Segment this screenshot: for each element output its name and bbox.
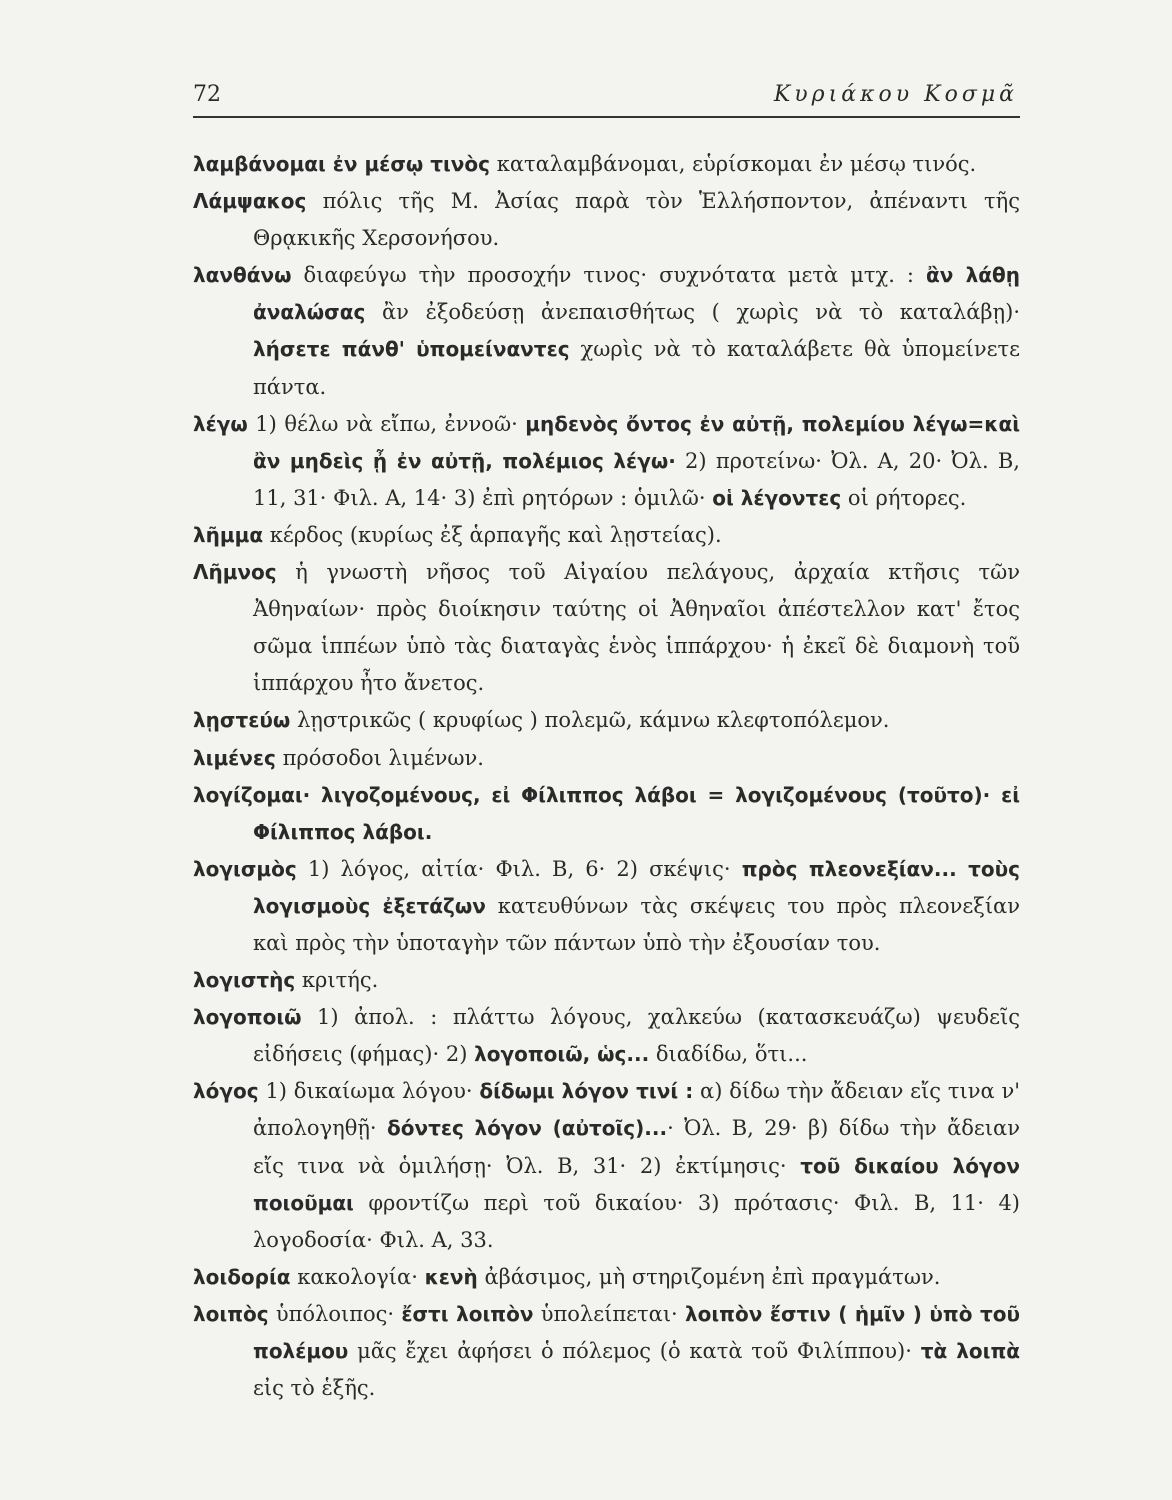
definition: ὑπολείπεται· xyxy=(533,1301,685,1326)
definition: ἀβάσιμος, μὴ στηριζομένη ἐπὶ πραγμάτων. xyxy=(477,1264,941,1289)
entry-limenes xyxy=(193,740,1020,777)
definition: 1) ἀπολ. : πλάττω λόγους, χαλκεύω (κατασκευάζω) ψευδεῖς εἰδήσεις (φήμας)· 2) xyxy=(253,1005,1020,1067)
headword: λαμβάνομαι ἐν μέσῳ τινὸς xyxy=(193,152,491,176)
entry-list xyxy=(193,146,1020,1407)
phrase: λοιπὸν ἔστιν ( ἡμῖν ) ὑπὸ τοῦ πολέμου xyxy=(253,1301,1020,1363)
headword: λογισμὸς xyxy=(193,856,297,881)
headword: λοιπὸς xyxy=(193,1301,269,1326)
headword: λογίζομαι· λιγοζομένους, εἰ Φίλιππος λάβοι = λογιζομένους (τοῦτο)· εἰ Φίλιππος λάβοι. xyxy=(193,782,1020,844)
definition: φροντίζω περὶ τοῦ δικαίου· 3) πρότασις· Φιλ. Β, 11· 4) λογοδοσία· Φιλ. Α, 33. xyxy=(253,1190,1020,1252)
phrase: οἱ λέγοντες xyxy=(712,485,842,510)
entry-lego xyxy=(193,406,1020,517)
definition: κριτής. xyxy=(295,968,379,993)
definition: χωρὶς νὰ τὸ καταλάβετε θὰ ὑπομείνετε πάντα. xyxy=(253,337,1020,399)
entry-lanthano xyxy=(193,257,1020,405)
headword: λιμένες xyxy=(193,745,276,770)
entry-lampsakos xyxy=(193,183,1020,257)
entry-loidoria xyxy=(193,1259,1020,1296)
definition: πόλις τῆς Μ. Ἀσίας παρὰ τὸν Ἑλλήσποντον, ἀπέναντι τῆς Θρᾳκικῆς Χερσονήσου. xyxy=(253,189,1020,251)
headword: λοιδορία xyxy=(193,1264,291,1289)
definition: 1) δικαίωμα λόγου· xyxy=(258,1079,480,1104)
definition: · Ὀλ. Β, 29· β) δίδω τὴν ἄδειαν εἴς τινα νὰ ὁμιλήσῃ· Ὀλ. Β, 31· 2) ἐκτίμησις· xyxy=(253,1116,1020,1178)
definition: κακολογία· xyxy=(290,1264,425,1289)
page-header xyxy=(193,82,1018,116)
entry-loipos xyxy=(193,1296,1020,1407)
definition: ἂν ἐξοδεύσῃ ἀνεπαισθήτως ( χωρὶς νὰ τὸ καταλάβῃ)· xyxy=(365,300,1020,325)
entry-logismos xyxy=(193,851,1020,962)
headword: Λάμψακος xyxy=(193,189,307,214)
definition: λῃστρικῶς ( κρυφίως ) πολεμῶ, κάμνω κλεφτοπόλεμον. xyxy=(290,708,890,733)
definition: οἱ ρήτορες. xyxy=(841,485,967,510)
header-rule xyxy=(193,116,1020,118)
entry-logistes xyxy=(193,962,1020,999)
definition: 1) λόγος, αἰτία· Φιλ. Β, 6· 2) σκέψις· xyxy=(296,856,742,881)
entry-lesteuo xyxy=(193,702,1020,739)
definition: εἰς τὸ ἑξῆς. xyxy=(253,1376,376,1401)
phrase: λήσετε πάνθ' ὑπομείναντες xyxy=(253,337,570,362)
phrase: πρὸς πλεονεξίαν... τοὺς λογισμοὺς ἐξετάζων xyxy=(253,856,1020,918)
phrase: μηδενὸς ὄντος ἐν αὐτῇ, πολεμίου λέγω=καὶ ἂν μηδεὶς ᾖ ἐν αὐτῇ, πολέμιος λέγω· xyxy=(253,411,1020,473)
phrase: ἔστι λοιπὸν xyxy=(401,1301,534,1326)
entry-lemnos xyxy=(193,554,1020,702)
phrase: κενὴ xyxy=(424,1264,478,1289)
definition: μᾶς ἔχει ἀφήσει ὁ πόλεμος (ὁ κατὰ τοῦ Φιλίππου)· xyxy=(348,1339,921,1363)
phrase: τοῦ δικαίου λόγον ποιοῦμαι xyxy=(253,1153,1020,1215)
definition: α) δίδω τὴν ἄδειαν εἴς τινα ν' ἀπολογηθῇ· xyxy=(253,1079,1020,1141)
headword: λῃστεύω xyxy=(193,708,291,733)
definition: 1) θέλω νὰ εἴπω, ἐννοῶ· xyxy=(247,411,526,436)
definition: πρόσοδοι λιμένων. xyxy=(275,745,484,770)
headword: Λῆμνος xyxy=(193,560,277,585)
definition: κέρδος (κυρίως ἐξ ἁρπαγῆς καὶ λῃστείας). xyxy=(263,522,722,547)
definition: καταλαμβάνομαι, εὑρίσκομαι ἐν μέσῳ τινός. xyxy=(490,152,977,176)
entry-logizomai xyxy=(193,777,1020,851)
definition: διαδίδω, ὅτι... xyxy=(649,1042,808,1067)
entry-lemma xyxy=(193,517,1020,554)
headword: λανθάνω xyxy=(193,263,292,288)
definition: διαφεύγω τὴν προσοχήν τινος· συχνότατα μετὰ μτχ. : xyxy=(291,263,926,288)
definition: 2) προτείνω· Ὀλ. Α, 20· Ὀλ. Β, 11, 31· Φιλ. Α, 14· 3) ἐπὶ ρητόρων : ὁμιλῶ· xyxy=(253,448,1020,510)
phrase: τὰ λοιπὰ xyxy=(920,1339,1021,1363)
phrase: δόντες λόγον (αὐτοῖς)... xyxy=(387,1116,668,1141)
definition: ἡ γνωστὴ νῆσος τοῦ Αἰγαίου πελάγους, ἀρχαία κτῆσις τῶν Ἀθηναίων· πρὸς διοίκησιν ταύτης οἱ Ἀθηναῖοι ἀπέστελλον κατ' ἔτος σῶμα ἱππέων ὑπὸ τὰς διαταγὰς ἑνὸς ἱππάρχου· ἡ ἐκεῖ δὲ διαμονὴ τοῦ ἱππάρχου ἦτο ἄνετος. xyxy=(253,560,1020,696)
entry-lambanomai xyxy=(193,146,1020,183)
definition: κατευθύνων τὰς σκέψεις του πρὸς πλεονεξίαν καὶ πρὸς τὴν ὑποταγὴν τῶν πάντων ὑπὸ τὴν ἐξουσίαν του. xyxy=(253,893,1021,955)
entry-logopoio xyxy=(193,999,1020,1073)
definition: ὑπόλοιπος· xyxy=(268,1301,402,1326)
headword: λῆμμα xyxy=(193,522,264,547)
entry-logos xyxy=(193,1073,1020,1258)
headword: λογιστὴς xyxy=(193,968,296,993)
headword: λέγω xyxy=(193,411,248,436)
running-head: Κυριάκου Κοσμᾶ xyxy=(773,82,1018,107)
phrase: δίδωμι λόγον τινί : xyxy=(479,1079,694,1104)
headword: λόγος xyxy=(193,1079,259,1104)
phrase: ἂν λάθῃ ἀναλώσας xyxy=(253,263,1020,325)
headword: λογοποιῶ xyxy=(193,1005,302,1030)
phrase: λογοποιῶ, ὡς... xyxy=(474,1042,650,1067)
page-number: 72 xyxy=(193,82,221,107)
